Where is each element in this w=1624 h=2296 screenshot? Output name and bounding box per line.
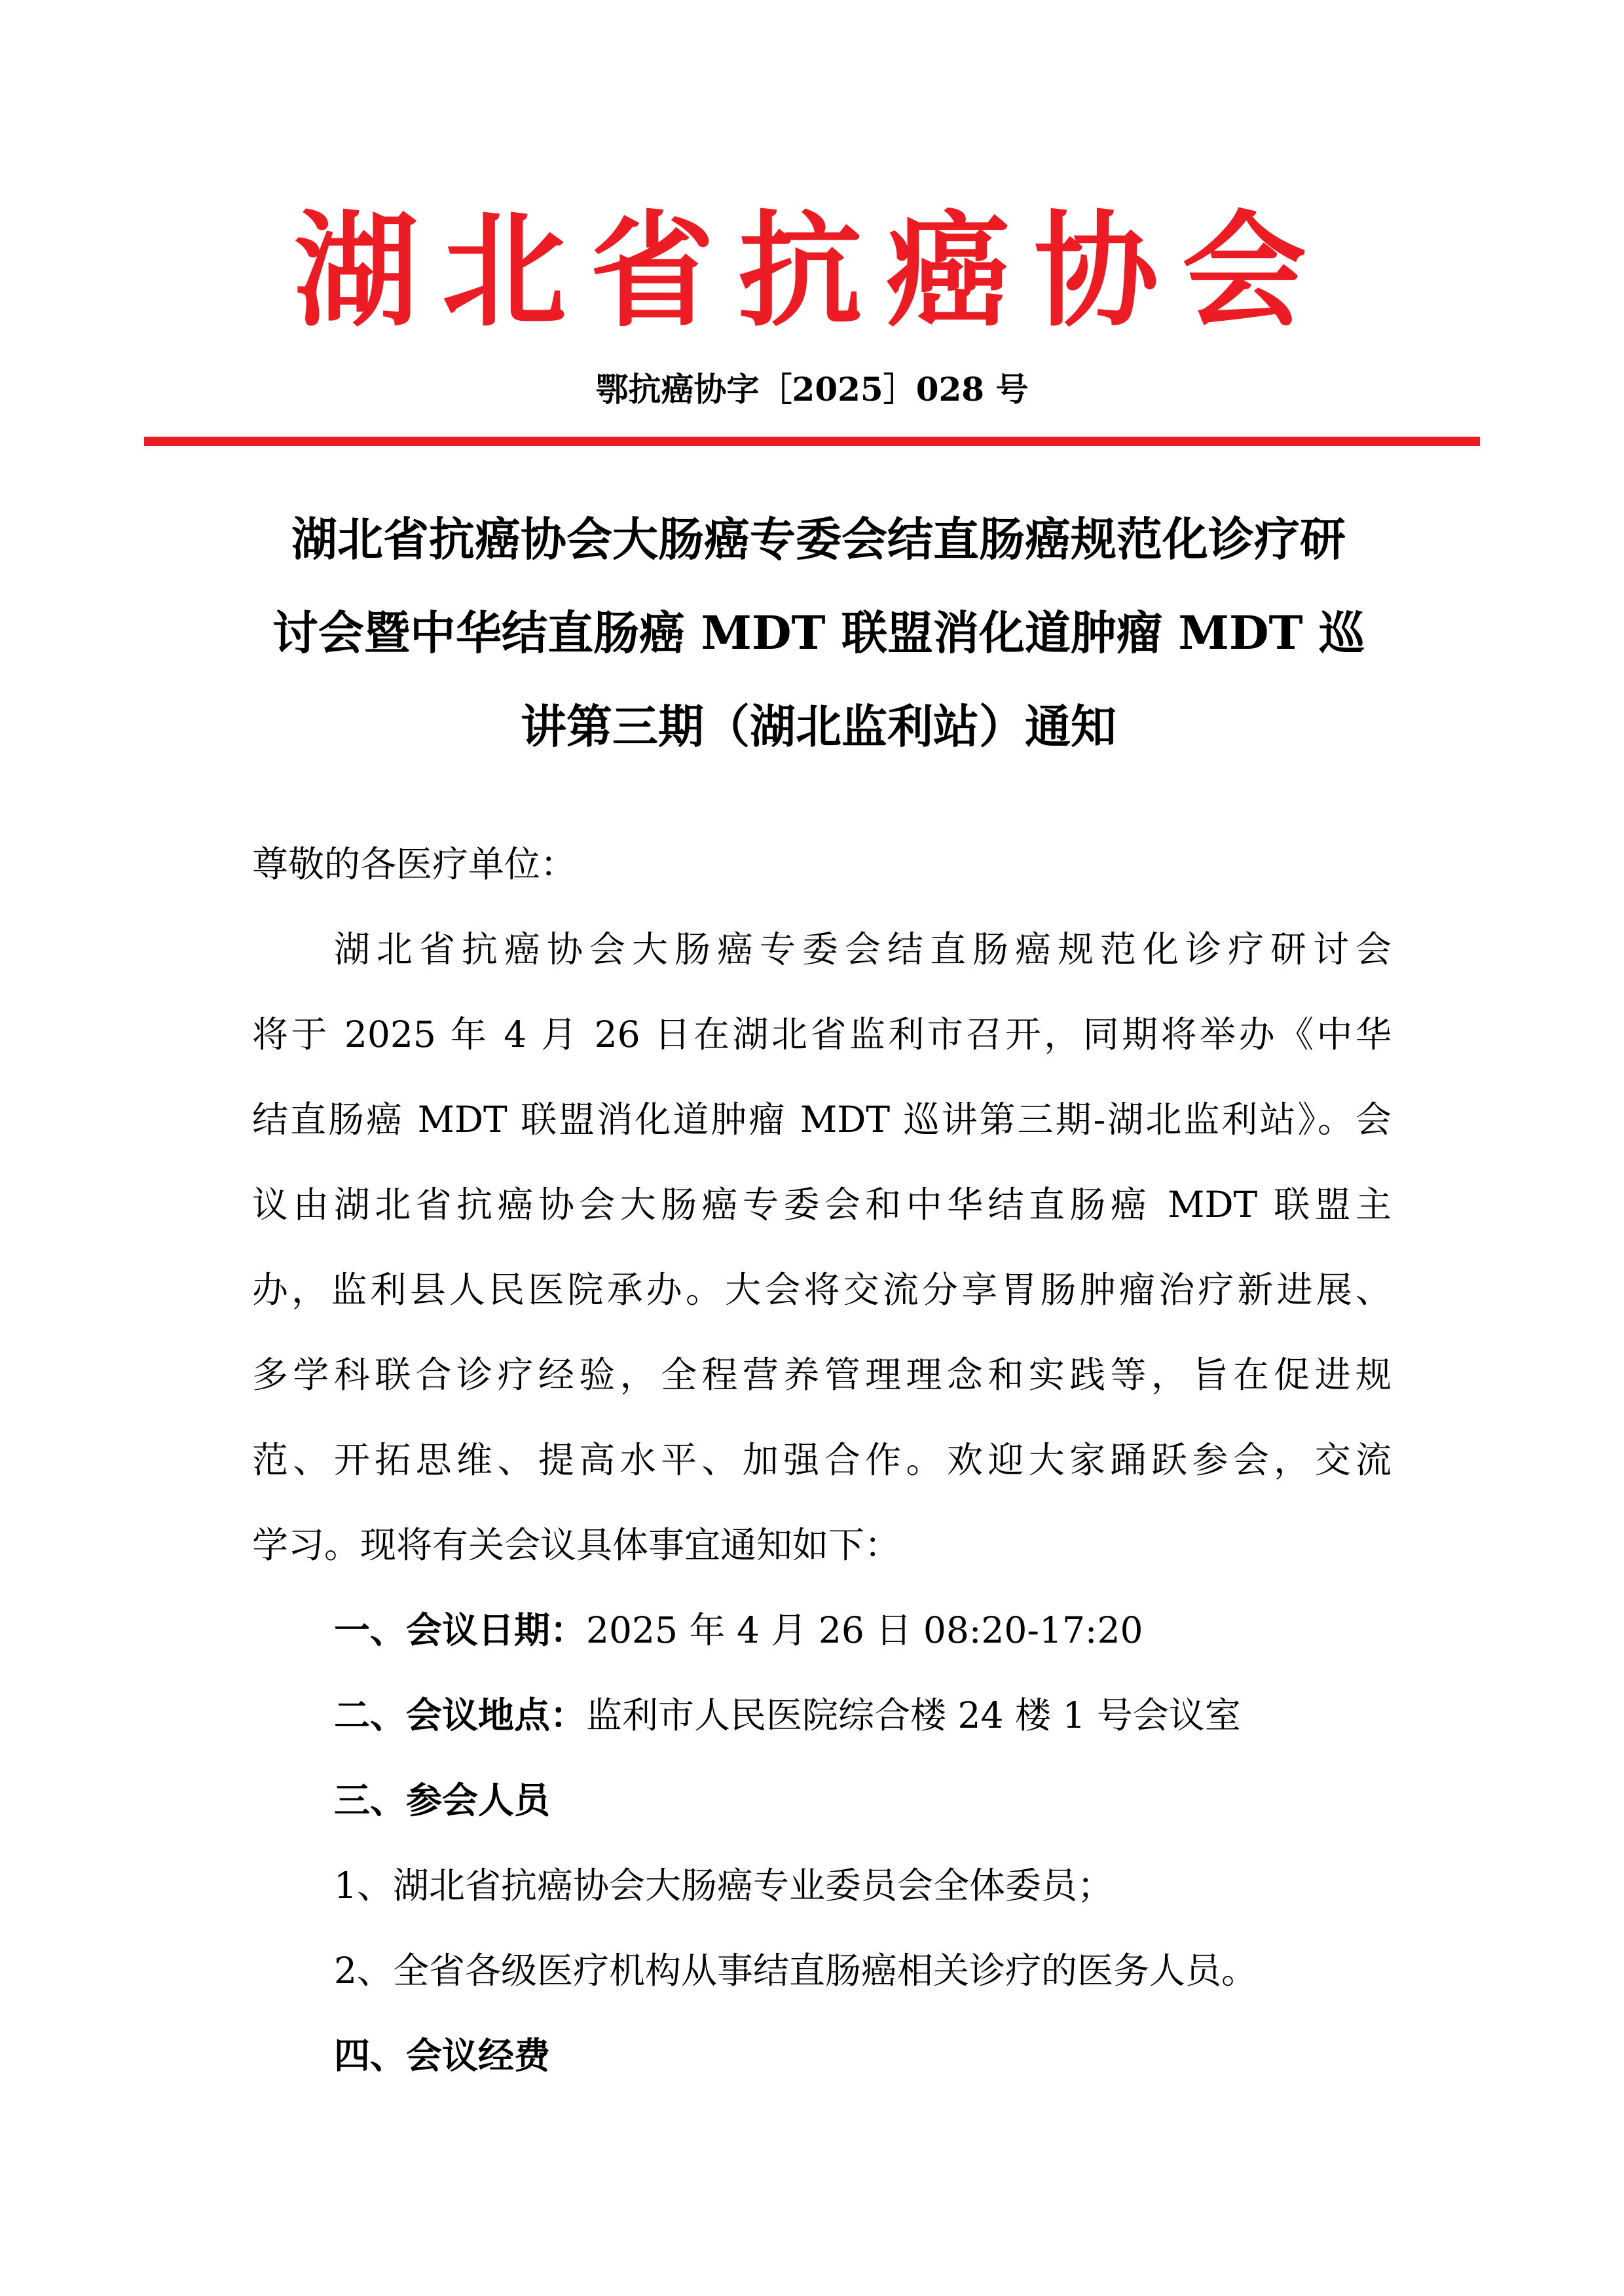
attendee-item: 1、湖北省抗癌协会大肠癌专业委员会全体委员；: [334, 1865, 1113, 1906]
meeting-date-label: 一、会议日期：: [334, 1609, 587, 1651]
paragraph-line: 将于 2025 年 4 月 26 日在湖北省监利市召开，同期将举办《中华: [252, 1013, 1392, 1055]
paragraph-line: 多学科联合诊疗经验，全程营养管理理念和实践等，旨在促进规: [252, 1354, 1392, 1396]
meeting-venue-label: 二、会议地点：: [334, 1694, 587, 1736]
paragraph-line: 结直肠癌 MDT 联盟消化道肿瘤 MDT 巡讲第三期-湖北监利站》。会: [252, 1099, 1392, 1140]
meeting-date: [252, 1588, 1392, 1673]
organization-title: 湖北省抗癌协会: [293, 199, 1330, 344]
meeting-venue: [252, 1673, 1392, 1758]
fees-heading: 四、会议经费: [334, 2034, 551, 2077]
notice-title: [242, 492, 1395, 773]
notice-title-line: 湖北省抗癌协会大肠癌专委会结直肠癌规范化诊疗研: [291, 512, 1346, 566]
meeting-date-value: 2025 年 4 月 26 日 08:20-17:20: [586, 1609, 1143, 1651]
intro-paragraph: [252, 907, 1392, 1588]
attendee-item: 2、全省各级医疗机构从事结直肠癌相关诊疗的医务人员。: [334, 1950, 1257, 1992]
paragraph-line: 湖北省抗癌协会大肠癌专委会结直肠癌规范化诊疗研讨会: [334, 928, 1392, 970]
red-divider-rule: [144, 437, 1480, 446]
paragraph-line: 办，监利县人民医院承办。大会将交流分享胃肠肿瘤治疗新进展、: [252, 1269, 1392, 1311]
paragraph-line: 学习。现将有关会议具体事宜通知如下：: [252, 1524, 901, 1566]
attendees-heading: 三、参会人员: [334, 1779, 551, 1821]
paragraph-line: 范、开拓思维、提高水平、加强合作。欢迎大家踊跃参会，交流: [252, 1439, 1392, 1481]
salutation: 尊敬的各医疗单位：: [252, 843, 577, 885]
notice-title-line: 讲第三期（湖北监利站）通知: [521, 699, 1116, 754]
document-number: 鄂抗癌协字［2025］028 号: [595, 370, 1029, 409]
notice-title-line: 讨会暨中华结直肠癌 MDT 联盟消化道肿瘤 MDT 巡: [272, 606, 1365, 660]
paragraph-line: 议由湖北省抗癌协会大肠癌专委会和中华结直肠癌 MDT 联盟主: [252, 1184, 1392, 1226]
notice-body: [252, 822, 1392, 2098]
meeting-venue-value: 监利市人民医院综合楼 24 楼 1 号会议室: [586, 1694, 1241, 1736]
